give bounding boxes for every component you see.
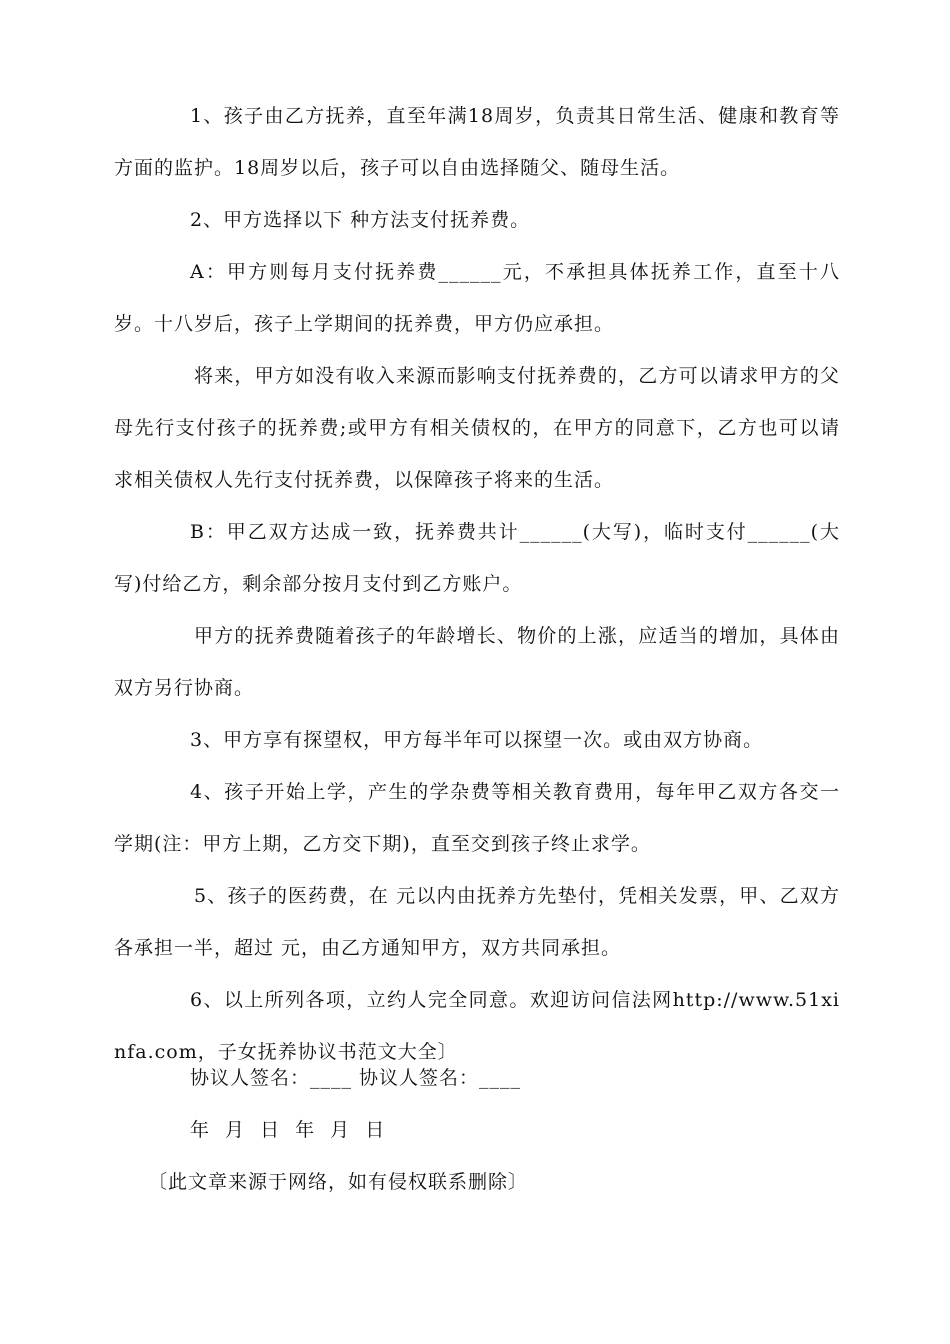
clause-3-visitation: 3、甲方享有探望权，甲方每半年可以探望一次。或由双方协商。 xyxy=(190,729,764,751)
clause-2-increase-note: 甲方的抚养费随着孩子的年龄增长、物价的上涨，应适当的增加，具体由双方另行协商。 xyxy=(114,625,840,699)
signature-line: 协议人签名：____ 协议人签名：____ xyxy=(190,1067,522,1089)
clause-2-option-a: A：甲方则每月支付抚养费______元，不承担具体抚养工作，直至十八岁。十八岁后，孩子上学期间的抚养费，甲方仍应承担。 xyxy=(114,261,840,335)
clause-1-custody: 1、孩子由乙方抚养，直至年满18周岁，负责其日常生活、健康和教育等方面的监护。18周岁以后，孩子可以自由选择随父、随母生活。 xyxy=(114,105,840,179)
clause-6-agreement: 6、以上所列各项，立约人完全同意。欢迎访问信法网http://www.51xinfa.com，子女抚养协议书范文大全〕 xyxy=(114,989,840,1063)
clause-4-education-fees: 4、孩子开始上学，产生的学杂费等相关教育费用，每年甲乙双方各交一学期(注：甲方上期，乙方交下期)，直至交到孩子终止求学。 xyxy=(114,781,840,855)
clause-2-future-note: 将来，甲方如没有收入来源而影响支付抚养费的，乙方可以请求甲方的父母先行支付孩子的抚养费;或甲方有相关债权的，在甲方的同意下，乙方也可以请求相关债权人先行支付抚养费，以保障孩子将来的生活。 xyxy=(114,365,840,491)
date-line: 年 月 日 年 月 日 xyxy=(190,1119,386,1141)
source-disclaimer: 〔此文章来源于网络，如有侵权联系删除〕 xyxy=(148,1171,529,1193)
clause-2-payment-method: 2、甲方选择以下 种方法支付抚养费。 xyxy=(190,209,531,231)
clause-5-medical-fees: 5、孩子的医药费，在 元以内由抚养方先垫付，凭相关发票，甲、乙双方各承担一半，超过 元，由乙方通知甲方，双方共同承担。 xyxy=(114,885,840,959)
clause-2-option-b: B：甲乙双方达成一致，抚养费共计______(大写)，临时支付______(大写)付给乙方，剩余部分按月支付到乙方账户。 xyxy=(114,521,840,595)
